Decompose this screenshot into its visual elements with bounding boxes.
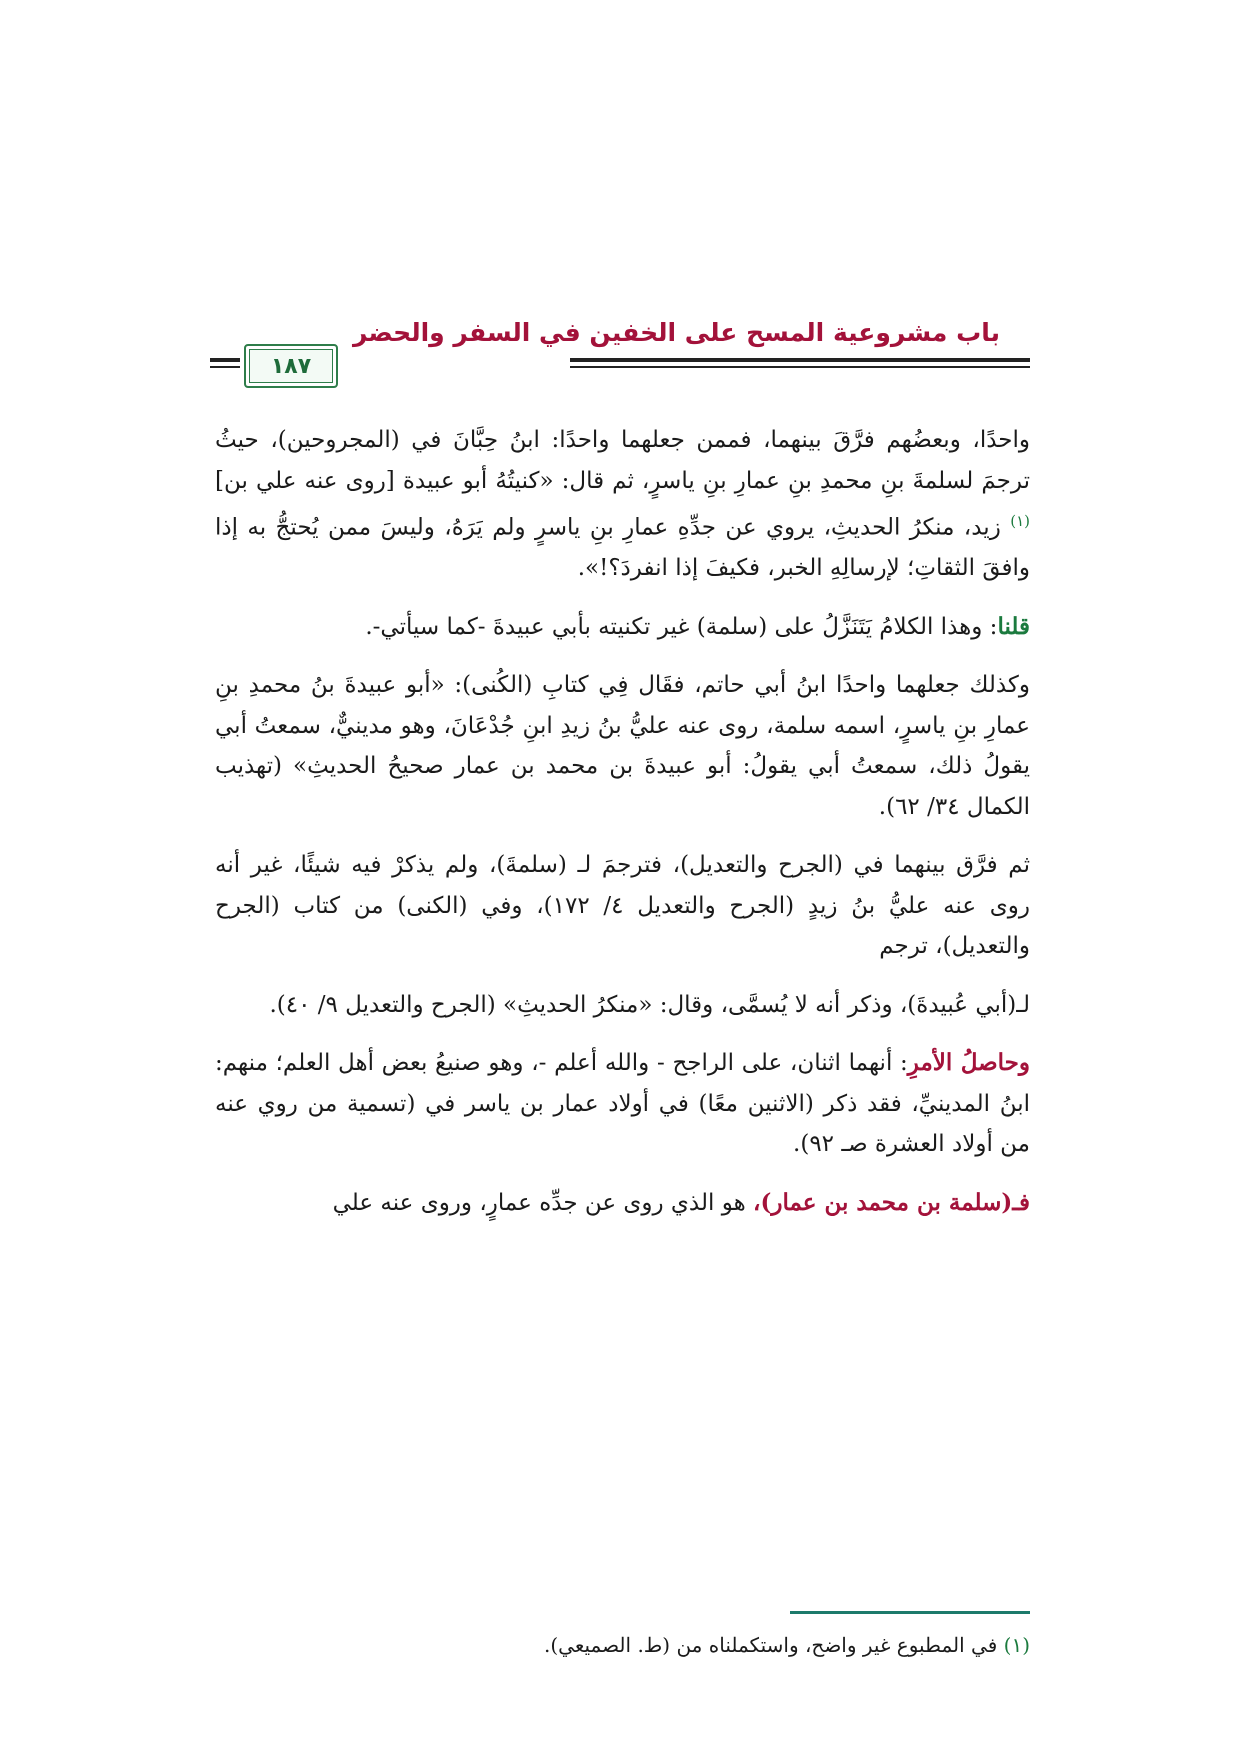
paragraph-6-label: وحاصلُ الأمرِ [907,1049,1030,1077]
chapter-title: باب مشروعية المسح على الخفين في السفر والحضر [353,318,1000,347]
paragraph-6 [215,1043,1030,1165]
paragraph-7-label: فـ(سلمة بن محمد بن عمار)، [753,1188,1030,1216]
footnote-ref[interactable]: (١) [1010,512,1030,530]
header-rule-left-thick [210,358,240,362]
paragraph-7-text: هو الذي روى عن جدِّه عمارٍ، وروى عنه علي [332,1189,754,1216]
page-number-badge [244,344,338,388]
header-rule-thick [570,358,1030,362]
paragraph-5: لـ(أبي عُبيدةَ)، وذكر أنه لا يُسمَّى، وقال: «منكرُ الحديثِ» (الجرح والتعديل ٩/ ٤٠). [269,991,1030,1018]
paragraph-2-text: : وهذا الكلامُ يَتَنَزَّلُ على (سلمة) غير تكنيته بأبي عبيدةَ -كما سيأتي-. [365,613,998,640]
paragraph-6-text: : أنهما اثنان، على الراجح - والله أعلم -، وهو صنيعُ بعض أهل العلم؛ منهم: ابنُ المدينيِّ، فقد ذكر (الاثنين معًا) في أولاد عمار بن ياسر في (تسمية من روي عنه من أولاد العشرة صـ ٩٢). [215,1050,1030,1158]
page-number: ١٨٧ [270,353,312,379]
paragraph-4: ثم فرَّق بينهما في (الجرح والتعديل)، فترجمَ لـ (سلمةَ)، ولم يذكرْ فيه شيئًا، غير أنه روى عنه عليُّ بنُ زيدٍ (الجرح والتعديل ٤/ ١٧٢)، وفي (الكنى) من كتاب (الجرح والتعديل)، ترجم [215,852,1031,960]
paragraph-1-rest: زيد، منكرُ الحديثِ، يروي عن جدِّهِ عمارِ بنِ ياسرٍ ولم يَرَهُ، وليسَ ممن يُحتجُّ به إذا وافقَ الثقاتِ؛ لإرسالِهِ الخبر، فكيفَ إذا انفردَ؟!». [215,514,1030,582]
page-header [210,318,1030,378]
paragraph-3: وكذلك جعلهما واحدًا ابنُ أبي حاتم، فقَال فِي كتابِ (الكُنى): «أبو عبيدةَ بنُ محمدِ بنِ عمارِ بنِ ياسرٍ، اسمه سلمة، روى عنه عليُّ بنُ زيدِ ابنِ جُدْعَانَ، وهو مدينيٌّ، سمعتُ أبي يقولُ ذلك، سمعتُ أبي يقولُ: أبو عبيدةَ بن محمد بن عمار صحيحُ الحديثِ» (تهذيب الكمال ٣٤/ ٦٢). [215,672,1030,820]
paragraph-2-label: قلنا [997,612,1030,640]
header-rule-left-thin [210,366,240,368]
footnote [215,1630,1030,1660]
paragraph-1-text: واحدًا، وبعضُهم فرَّقَ بينهما، فممن جعلهما واحدًا: ابنُ حِبَّانَ في (المجروحين)، حيثُ ترجمَ لسلمةَ بنِ محمدِ بنِ عمارِ بنِ ياسرٍ، ثم قال: «كنيتُهُ أبو عبيدة [روى عنه علي بن] [215,427,1030,494]
paragraph-1 [215,420,1030,589]
header-rule-thin [570,366,1030,368]
main-text [215,420,1030,1241]
paragraph-2 [215,607,1030,648]
footnote-number: (١) [1003,1633,1030,1657]
footnote-divider [790,1611,1030,1614]
footnote-text: في المطبوع غير واضح، واستكملناه من (ط. الصميعي). [544,1633,1004,1657]
paragraph-7 [215,1183,1030,1224]
